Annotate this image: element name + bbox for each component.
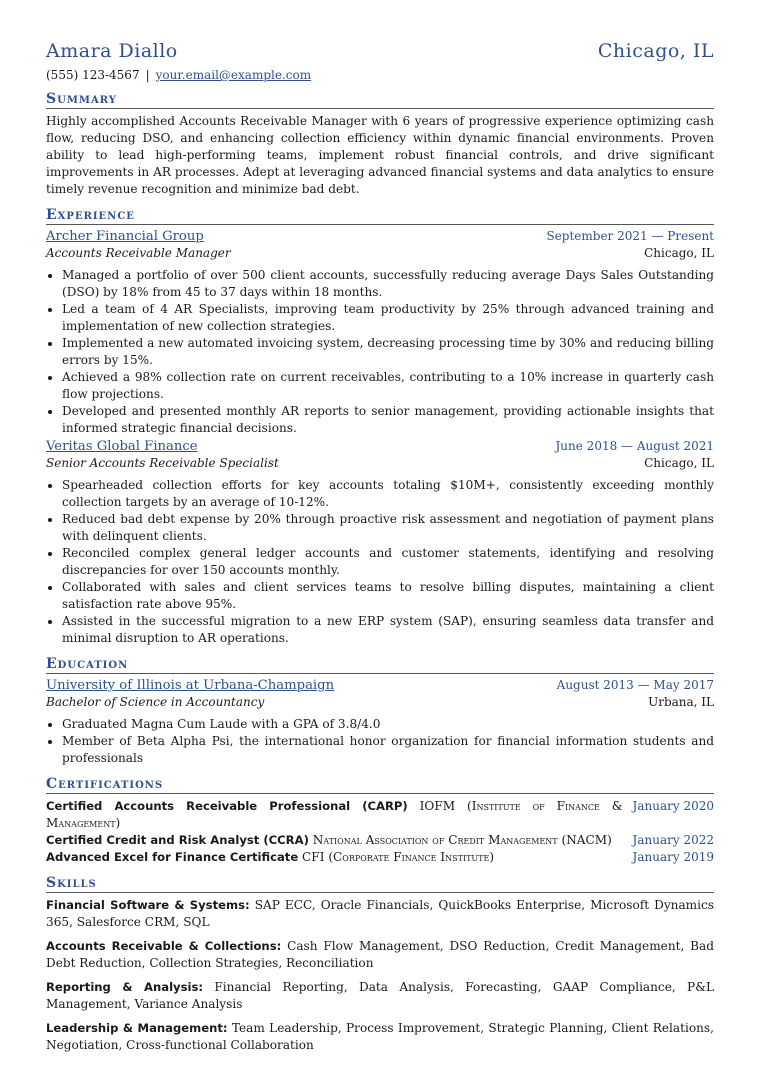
bullet-item: • Led a team of 4 AR Specialists, improving team productivity by 25% through advanced training and implementation of new collection strategies.	[62, 301, 714, 335]
skill-text: Financial Reporting, Data Analysis, Forecasting, GAAP Compliance, P&L Management, Variance Analysis	[46, 980, 714, 1011]
bullet-item: • Collaborated with sales and client services teams to resolve billing disputes, maintaining a client satisfaction rate above 95%.	[62, 579, 714, 613]
school-link[interactable]: University of Illinois at Urbana-Champaign	[46, 678, 335, 693]
skill-group	[46, 938, 714, 972]
candidate-name: Amara Diallo	[46, 40, 178, 62]
section-title-certifications: Certifications	[46, 776, 714, 794]
section-title-experience: Experience	[46, 207, 714, 225]
skill-group	[46, 897, 714, 931]
section-title-skills: Skills	[46, 875, 714, 893]
bullet-item: • Assisted in the successful migration to a new ERP system (SAP), ensuring seamless data transfer and minimal disruption to AR operations.	[62, 613, 714, 647]
certification-item	[46, 849, 714, 866]
certification-date: January 2020	[632, 799, 714, 813]
phone-number: (555) 123-4567	[46, 68, 140, 82]
bullet-item: • Graduated Magna Cum Laude with a GPA of 3.8/4.0	[62, 716, 714, 733]
header	[46, 40, 714, 62]
skill-label: Financial Software & Systems:	[46, 898, 250, 912]
bullet-item: • Spearheaded collection efforts for key accounts totaling $10M+, consistently exceeding monthly collection targets by an average of 10-12%.	[62, 477, 714, 511]
candidate-location: Chicago, IL	[597, 40, 714, 62]
certification-date: January 2019	[632, 850, 714, 864]
job-bullets	[46, 267, 714, 437]
certification-org: CFI (Corporate Finance Institute)	[302, 850, 495, 864]
certification-date: January 2022	[632, 833, 714, 847]
education-location: Urbana, IL	[648, 695, 714, 709]
contact-line	[46, 68, 714, 82]
skill-group	[46, 1020, 714, 1054]
bullet-item: • Reconciled complex general ledger accounts and customer statements, identifying and resolving discrepancies for over 150 accounts monthly.	[62, 545, 714, 579]
certification-name: Certified Credit and Risk Analyst (CCRA)	[46, 833, 309, 847]
job-dates: September 2021 — Present	[546, 229, 714, 243]
bullet-item: • Reduced bad debt expense by 20% through proactive risk assessment and negotiation of payment plans with delinquent clients.	[62, 511, 714, 545]
skill-text: Cash Flow Management, DSO Reduction, Credit Management, Bad Debt Reduction, Collection Strategies, Reconciliation	[46, 939, 714, 970]
job-location: Chicago, IL	[644, 456, 714, 470]
job-bullets	[46, 477, 714, 647]
job-dates: June 2018 — August 2021	[555, 439, 714, 453]
certification-org: National Association of Credit Management (NACM)	[312, 833, 612, 847]
education-dates: August 2013 — May 2017	[556, 678, 714, 692]
job-location: Chicago, IL	[644, 246, 714, 260]
skill-text: SAP ECC, Oracle Financials, QuickBooks Enterprise, Microsoft Dynamics 365, Salesforce CRM, SQL	[46, 898, 714, 929]
certification-item	[46, 798, 714, 832]
certification-item	[46, 832, 714, 849]
job-title: Accounts Receivable Manager	[46, 246, 231, 260]
experience-entry	[46, 439, 714, 647]
skill-text: Team Leadership, Process Improvement, Strategic Planning, Client Relations, Negotiation, Cross-functional Collaboration	[46, 1021, 714, 1052]
skill-group	[46, 979, 714, 1013]
bullet-item: • Member of Beta Alpha Psi, the international honor organization for financial information students and professionals	[62, 733, 714, 767]
bullet-item: • Managed a portfolio of over 500 client accounts, successfully reducing average Days Sales Outstanding (DSO) by 18% from 45 to 37 days within 18 months.	[62, 267, 714, 301]
company-link[interactable]: Veritas Global Finance	[46, 439, 198, 454]
contact-separator: |	[145, 68, 150, 82]
degree: Bachelor of Science in Accountancy	[46, 695, 265, 709]
bullet-item: • Achieved a 98% collection rate on current receivables, contributing to a 10% increase in quarterly cash flow projections.	[62, 369, 714, 403]
experience-entry	[46, 229, 714, 437]
education-entry	[46, 678, 714, 767]
certification-name: Advanced Excel for Finance Certificate	[46, 850, 299, 864]
job-title: Senior Accounts Receivable Specialist	[46, 456, 279, 470]
section-title-summary: Summary	[46, 91, 714, 109]
skill-label: Leadership & Management:	[46, 1021, 228, 1035]
certification-org: IOFM (Institute of Finance & Management)	[46, 799, 623, 830]
summary-text: Highly accomplished Accounts Receivable Manager with 6 years of progressive experience optimizing cash flow, reducing DSO, and enhancing collection efficiency within dynamic financial environments. Proven ability to lead high-performing teams, implement robust financial controls, and drive significant improvements in AR processes. Adept at leveraging advanced financial systems and data analytics to ensure timely revenue recognition and minimize bad debt.	[46, 114, 714, 196]
skill-label: Accounts Receivable & Collections:	[46, 939, 282, 953]
email-link[interactable]: your.email@example.com	[155, 68, 312, 82]
bullet-item: • Implemented a new automated invoicing system, decreasing processing time by 30% and reducing billing errors by 15%.	[62, 335, 714, 369]
company-link[interactable]: Archer Financial Group	[46, 229, 204, 244]
certification-name: Certified Accounts Receivable Professional (CARP)	[46, 799, 408, 813]
skill-label: Reporting & Analysis:	[46, 980, 204, 994]
section-title-education: Education	[46, 656, 714, 674]
bullet-item: • Developed and presented monthly AR reports to senior management, providing actionable insights that informed strategic financial decisions.	[62, 403, 714, 437]
education-bullets	[46, 716, 714, 767]
